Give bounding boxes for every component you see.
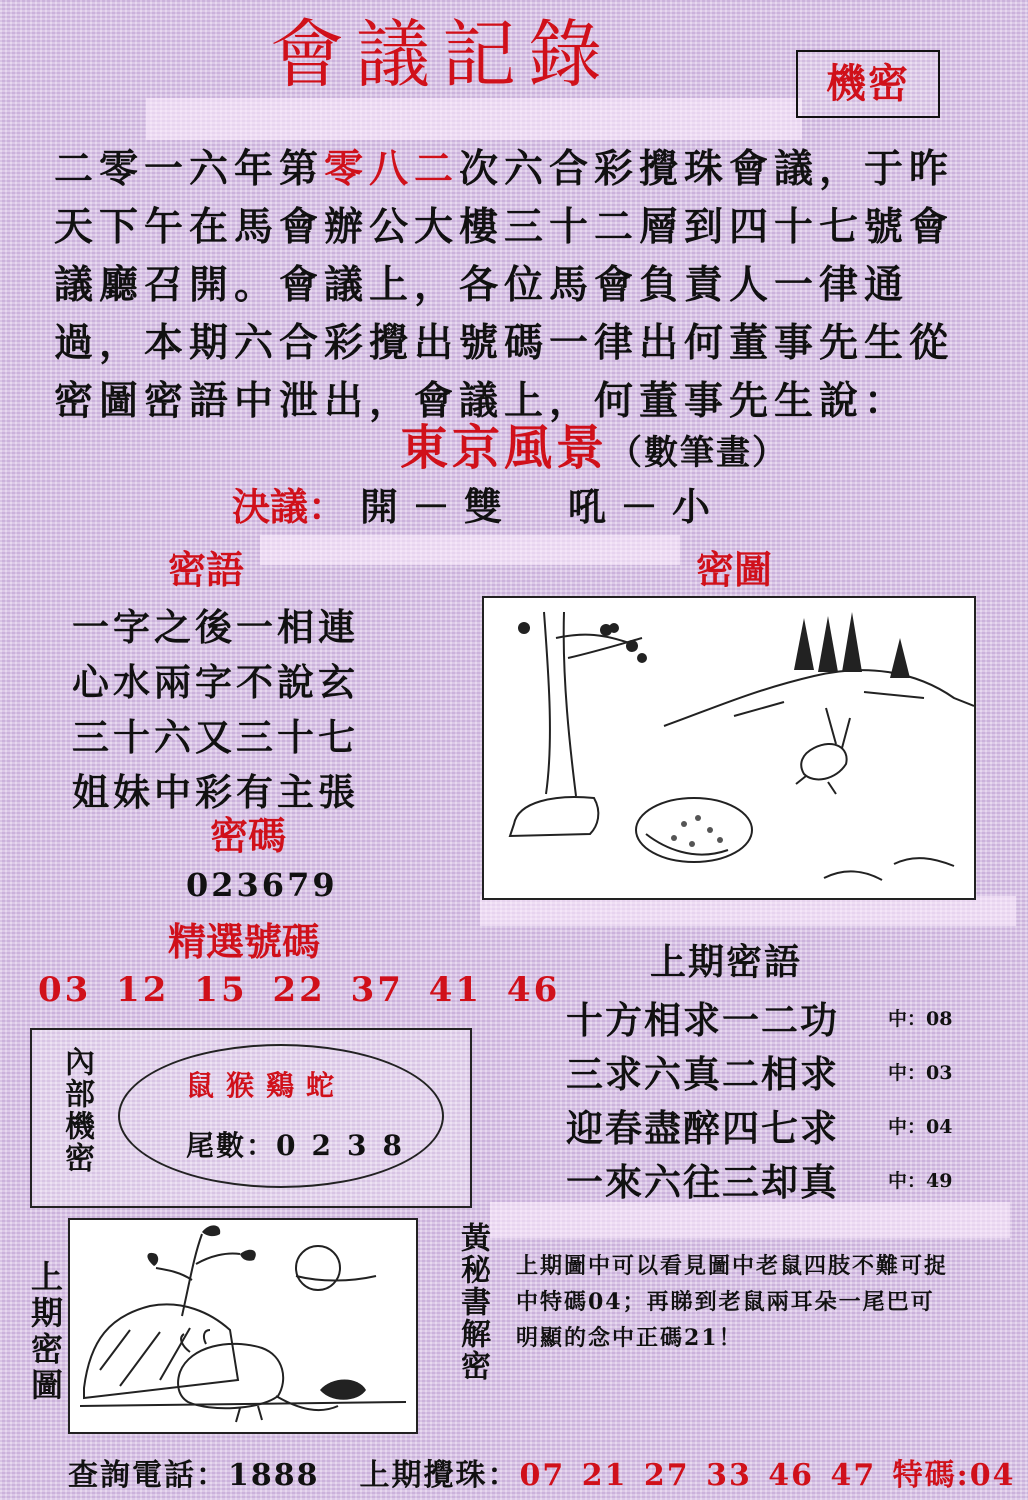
intro-text-rest: 次六合彩攪珠會議，于昨天下午在馬會辦公大樓三十二層到四十七號會議廳召開。會議上，各位馬會負責人一律通過，本期六合彩攪出號碼一律出何董事先生從密圖密語中泄出，會議上，何董事先生說： <box>54 146 955 424</box>
frog-icon <box>801 744 846 779</box>
theme-title: 東京風景 <box>400 420 609 476</box>
previous-hit: 中：04 <box>888 1115 953 1138</box>
draw-results: 07 21 27 33 46 47 特碼:04 <box>519 1458 1016 1493</box>
zodiac-list: 鼠猴鷄蛇 <box>186 1069 347 1102</box>
phone-number: 1888 <box>228 1458 320 1493</box>
confidential-badge-label: 機密 <box>826 60 910 107</box>
list-item <box>566 1152 986 1206</box>
phone-label: 查詢電話： <box>68 1458 228 1493</box>
previous-hit: 中：49 <box>888 1169 953 1192</box>
previous-picture <box>68 1218 418 1434</box>
highlight-band <box>490 1202 1010 1238</box>
list-item <box>566 990 986 1044</box>
draw-label: 上期攪珠： <box>359 1458 520 1493</box>
ball-icon <box>320 1380 366 1400</box>
tree-trunk-icon <box>544 612 550 794</box>
previous-line: 三求六真二相求 <box>566 1052 839 1096</box>
confidential-badge <box>796 50 940 118</box>
previous-words-list <box>566 990 986 1206</box>
rat-icon <box>178 1344 283 1408</box>
tail-numbers <box>186 1124 418 1164</box>
secretary-label: 黃秘書解密 <box>455 1222 490 1382</box>
secret-code-value: 023679 <box>186 866 338 904</box>
previous-picture-label: 上期密圖 <box>26 1260 64 1404</box>
highlight-band <box>146 98 802 140</box>
landscape-illustration <box>484 598 974 898</box>
list-item <box>566 1044 986 1098</box>
secret-picture-heading: 密圖 <box>696 547 773 592</box>
picks-heading: 精選號碼 <box>168 919 321 964</box>
page-title: 會議記錄 <box>270 12 614 98</box>
moon-icon <box>296 1246 340 1290</box>
rat-illustration <box>70 1220 416 1432</box>
meeting-intro <box>54 140 994 430</box>
theme-note: （數筆畫） <box>608 433 789 473</box>
secret-code-heading: 密碼 <box>210 813 287 858</box>
resolution-value: 開－雙 吼－小 <box>360 484 725 529</box>
highlight-band <box>260 535 680 565</box>
secretary-explanation: 上期圖中可以看見圖中老鼠四肢不難可捉中特碼04；再睇到老鼠兩耳朵一尾巴可明顯的念中正碼21！ <box>516 1253 949 1351</box>
previous-line: 十方相求一二功 <box>566 998 839 1042</box>
poem-line: 姐妹中彩有主張 <box>72 770 359 814</box>
insider-label: 內部機密 <box>59 1046 94 1174</box>
previous-hit: 中：08 <box>888 1007 953 1030</box>
rock-icon <box>84 1304 238 1398</box>
issue-number: 零八二 <box>324 146 460 192</box>
highlight-band <box>480 896 1016 926</box>
previous-words-heading: 上期密語 <box>650 941 803 983</box>
list-item <box>566 1098 986 1152</box>
resolution-label: 決議： <box>232 484 347 529</box>
previous-line: 迎春盡醉四七求 <box>566 1106 839 1150</box>
poem-line: 一字之後一相連 <box>72 605 359 649</box>
picks-numbers: 03 12 15 22 37 41 46 <box>38 970 561 1010</box>
previous-line: 一來六往三却真 <box>566 1160 839 1204</box>
resolution <box>232 482 724 532</box>
secret-words-poem <box>72 600 392 820</box>
tail-digits: 0238 <box>276 1129 418 1162</box>
theme-heading <box>400 420 788 481</box>
footer <box>68 1450 1015 1494</box>
previous-hit: 中：03 <box>888 1061 953 1084</box>
secret-picture <box>482 596 976 900</box>
intro-text-start: 二零一六年第 <box>54 146 325 192</box>
poem-line: 心水兩字不說玄 <box>72 660 359 704</box>
secret-words-heading: 密語 <box>168 547 245 592</box>
poem-line: 三十六又三十七 <box>72 715 359 759</box>
tail-label: 尾數： <box>186 1129 277 1162</box>
